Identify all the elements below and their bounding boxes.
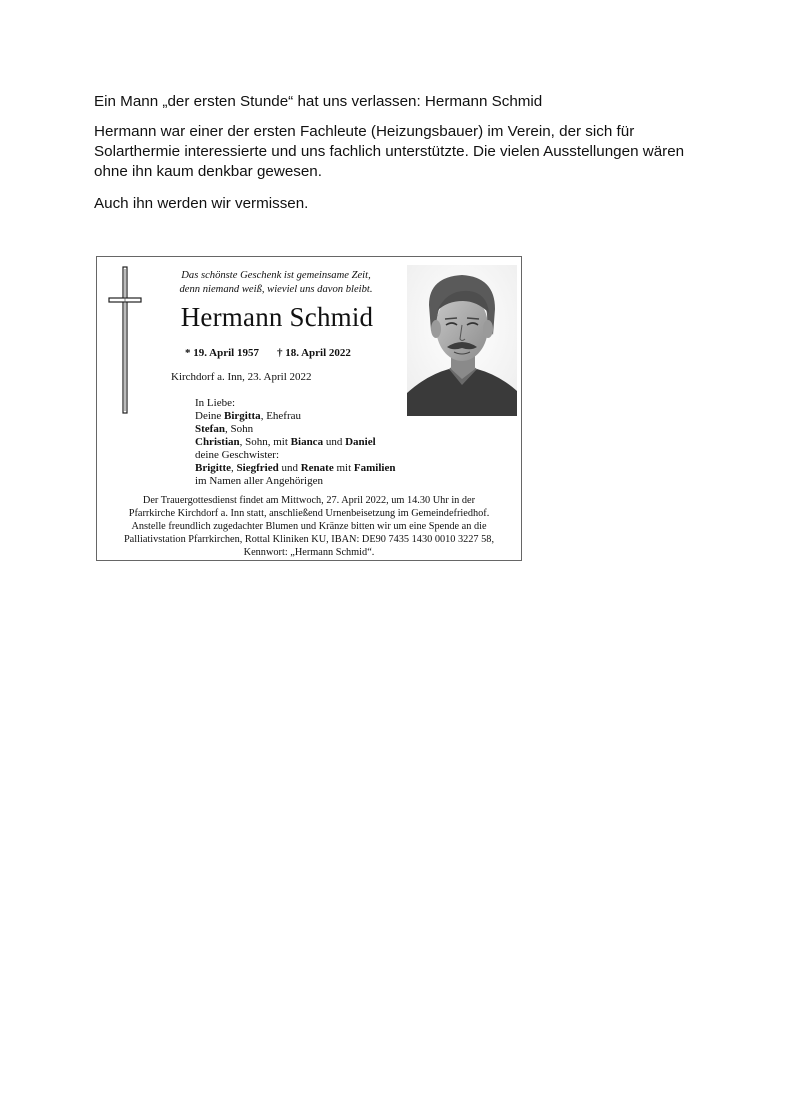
mourner-birgitta: Deine Birgitta, Ehefrau xyxy=(195,410,301,422)
cross-icon xyxy=(107,265,143,415)
service-line-1: Der Trauergottesdienst findet am Mittwoch, 27. April 2022, um 14.30 Uhr in der xyxy=(142,495,476,506)
mourner-christian: Christian, Sohn, mit Bianca und Daniel xyxy=(195,436,376,448)
siblings-label: deine Geschwister: xyxy=(195,449,279,461)
intro-text xyxy=(94,92,714,224)
intro-closing: Auch ihn werden wir vermissen. xyxy=(94,195,309,212)
service-line-5: Kennwort: „Hermann Schmid“. xyxy=(243,547,375,558)
in-love-label: In Liebe: xyxy=(195,397,236,409)
service-line-4: Palliativstation Pfarrkirchen, Rottal Kliniken KU, IBAN: DE90 7435 1430 0010 3227 58, xyxy=(123,534,495,545)
birth-date: * 19. April 1957 xyxy=(185,347,259,359)
deceased-name: Hermann Schmid xyxy=(180,302,374,332)
intro-heading: Ein Mann „der ersten Stunde“ hat uns verlassen: Hermann Schmid xyxy=(94,93,543,110)
quote-line-2: denn niemand weiß, wieviel uns davon bleibt. xyxy=(179,284,373,295)
service-line-3: Anstelle freundlich zugedachter Blumen und Kränze bitten wir um eine Spende an die xyxy=(131,521,487,532)
service-information xyxy=(101,494,517,559)
mourner-stefan: Stefan, Sohn xyxy=(195,423,254,435)
mourners-list xyxy=(195,397,395,488)
portrait-photo xyxy=(407,265,517,416)
service-line-2: Pfarrkirche Kirchdorf a. Inn statt, anschließend Urnenbeisetzung im Gemeindefriedhof. xyxy=(128,508,490,519)
relatives-line: im Namen aller Angehörigen xyxy=(195,475,323,487)
death-date: † 18. April 2022 xyxy=(276,347,351,359)
place-date: Kirchdorf a. Inn, 23. April 2022 xyxy=(171,371,312,383)
quote-line-1: Das schönste Geschenk ist gemeinsame Zeit, xyxy=(181,270,371,281)
obituary-notice xyxy=(96,256,522,561)
intro-paragraph: Hermann war einer der ersten Fachleute (Heizungsbauer) im Verein, der sich für Solarthermie interessierte und uns fachlich unterstützte. Die vielen Ausstellungen wären ohne ihn kaum denkbar gewesen. xyxy=(94,123,685,180)
life-dates xyxy=(185,347,351,359)
mourner-siblings: Brigitte, Siegfried und Renate mit Familien xyxy=(195,462,396,474)
memorial-quote xyxy=(163,269,389,297)
